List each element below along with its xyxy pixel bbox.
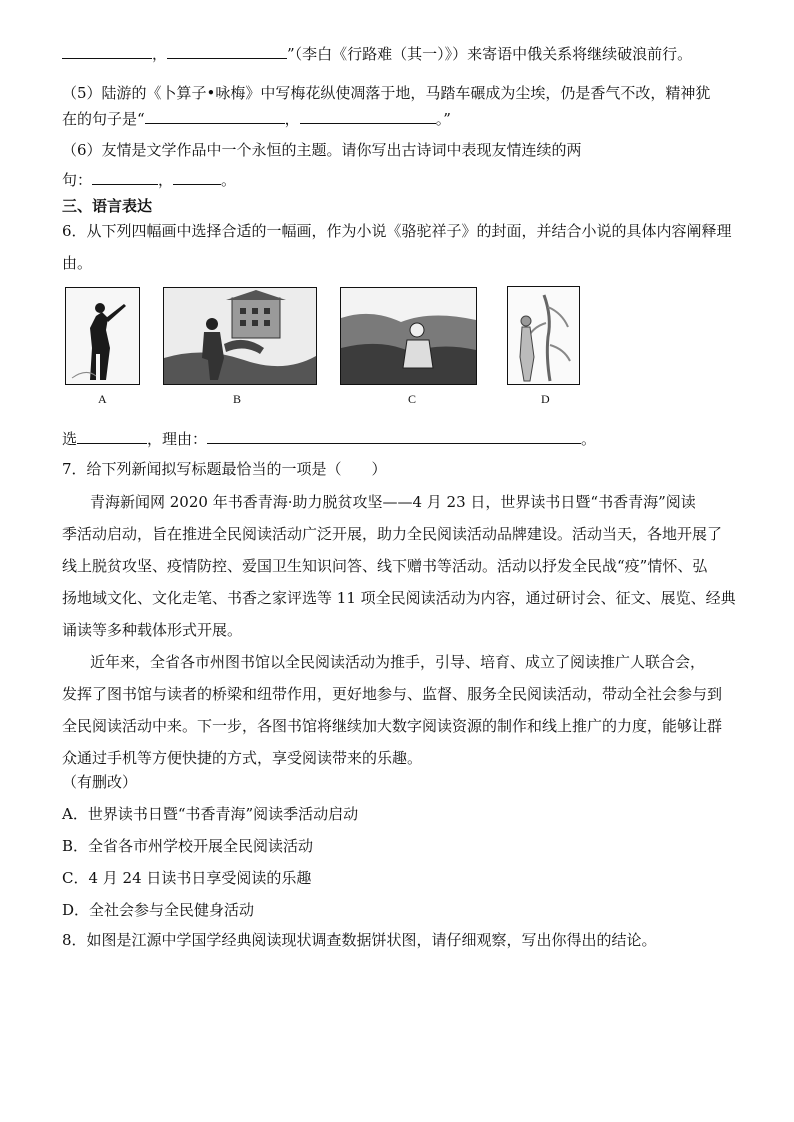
- q7-p1-line: 扬地域文化、文化走笔、书香之家评选等 11 项全民阅读活动为内容，通过研讨会、征文、展览、经典: [62, 589, 736, 607]
- q7-p1-line: 线上脱贫攻坚、疫情防控、爱国卫生知识问答、线下赠书等活动。活动以抒发全民战“疫”情怀、弘: [62, 557, 708, 575]
- q7-p2-line: 近年来，全省各市州图书馆以全民阅读活动为推手，引导、培育、成立了阅读推广人联合会，: [90, 653, 706, 671]
- q4-item6-pre: 句：: [62, 171, 93, 189]
- picture-d[interactable]: [507, 286, 580, 385]
- q7-p1-line: 青海新闻网 2020 年书香青海·助力脱贫攻坚——4 月 23 日，世界读书日暨“书香青海”阅读: [90, 493, 696, 511]
- answer-blank[interactable]: [62, 44, 152, 59]
- section-title: 三、语言表达: [62, 197, 153, 215]
- q7-stem: 7．给下列新闻拟写标题最恰当的一项是（ ）: [62, 460, 387, 478]
- q7-p1-line: 季活动启动，旨在推进全民阅读活动广泛开展，助力全民阅读活动品牌建设。活动当天，各地开展了: [62, 525, 723, 543]
- q4-line1-text: ”（李白《行路难（其一）》）来寄语中俄关系将继续破浪前行。: [287, 45, 693, 63]
- q4-item5-pre: 在的句子是“: [62, 110, 145, 128]
- q8-stem: 8．如图是江源中学国学经典阅读现状调查数据饼状图，请仔细观察，写出你得出的结论。: [62, 931, 657, 949]
- q4-item6-end: 。: [221, 171, 237, 189]
- q6-stem-line1: 6．从下列四幅画中选择合适的一幅画，作为小说《骆驼祥子》的封面，并结合小说的具体内容阐释理: [62, 222, 732, 240]
- picture-b[interactable]: [163, 287, 317, 385]
- q7-p2-line: 全民阅读活动中来。下一步，各图书馆将继续加大数字阅读资源的制作和线上推广的力度，能够让群: [62, 717, 723, 735]
- q4-item5-line2: [62, 109, 451, 129]
- answer-blank[interactable]: [77, 429, 147, 444]
- answer-blank[interactable]: [300, 109, 436, 124]
- picture-b-label: B: [233, 392, 242, 406]
- q4-item6-mid: ，: [158, 171, 174, 189]
- q7-option-c[interactable]: C．4 月 24 日读书日享受阅读的乐趣: [62, 869, 312, 887]
- q7-option-a[interactable]: A．世界读书日暨“书香青海”阅读季活动启动: [62, 805, 359, 823]
- q7-option-b[interactable]: B．全省各市州学校开展全民阅读活动: [62, 837, 314, 855]
- picture-a[interactable]: [65, 287, 140, 385]
- q7-p2-line: 众通过手机等方便快捷的方式，享受阅读带来的乐趣。: [62, 749, 423, 767]
- q6-answer-end: 。: [581, 430, 597, 448]
- q4-item5-end: 。”: [435, 110, 451, 128]
- picture-d-label: D: [541, 392, 550, 406]
- q6-stem-line2: 由。: [62, 254, 93, 272]
- q4-line1: ， ”（李白《行路难（其一）》）来寄语中俄关系将继续破浪前行。: [62, 44, 692, 64]
- q4-item6-line2: [62, 170, 236, 190]
- q7-option-d[interactable]: D．全社会参与全民健身活动: [62, 901, 255, 919]
- answer-blank[interactable]: [207, 429, 581, 444]
- q6-answer-mid: ，理由：: [147, 430, 208, 448]
- answer-blank[interactable]: [145, 109, 285, 124]
- answer-blank[interactable]: [167, 44, 287, 59]
- q4-item5-line1: （5）陆游的《卜算子•咏梅》中写梅花纵使凋落于地，马踏车碾成为尘埃，仍是香气不改，精神犹: [62, 84, 711, 102]
- picture-c[interactable]: [340, 287, 477, 385]
- q7-note: （有删改）: [62, 773, 138, 791]
- picture-a-label: A: [98, 392, 107, 406]
- q4-item5-mid: ，: [284, 110, 300, 128]
- q6-answer-pre: 选: [62, 430, 78, 448]
- picture-c-label: C: [408, 392, 417, 406]
- q7-p1-line: 诵读等多种载体形式开展。: [62, 621, 243, 639]
- answer-blank[interactable]: [173, 170, 221, 185]
- answer-blank[interactable]: [92, 170, 158, 185]
- q4-item6-line1: （6）友情是文学作品中一个永恒的主题。请你写出古诗词中表现友情连续的两: [62, 141, 582, 159]
- q6-answer-line: [62, 429, 596, 449]
- q7-p2-line: 发挥了图书馆与读者的桥梁和纽带作用，更好地参与、监督、服务全民阅读活动，带动全社会参与到: [62, 685, 723, 703]
